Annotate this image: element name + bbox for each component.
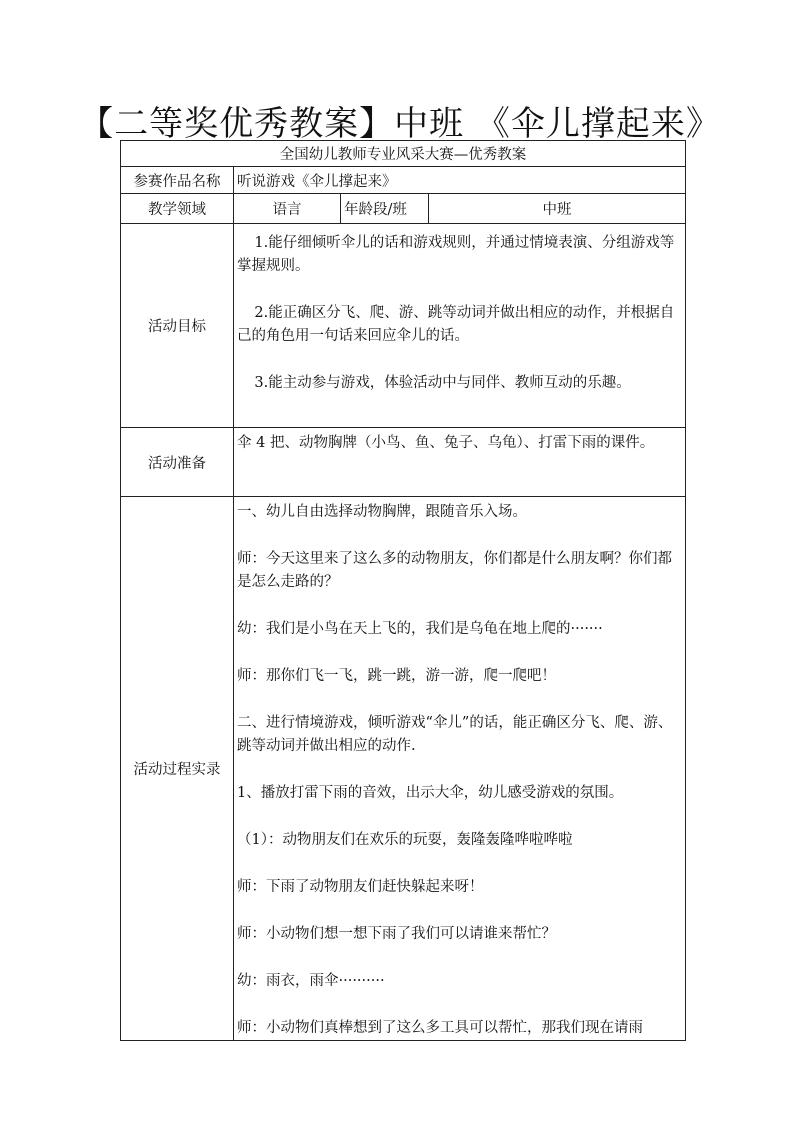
prep-text: 伞 4 把、动物胸牌（小鸟、鱼、兔子、乌龟）、打雷下雨的课件。	[237, 435, 655, 451]
prep-row	[121, 428, 686, 497]
lesson-plan-table	[120, 140, 686, 1041]
entry-label: 参赛作品名称	[121, 167, 234, 194]
process-label: 活动过程实录	[121, 497, 234, 1041]
age-value: 中班	[429, 194, 686, 224]
process-row	[121, 497, 686, 1041]
goals-label: 活动目标	[121, 224, 234, 428]
process-line: 一、幼儿自由选择动物胸牌，跟随音乐入场。	[237, 504, 527, 520]
process-line: （1）：动物朋友们在欢乐的玩耍，轰隆轰隆哗啦哗啦	[237, 832, 573, 848]
process-line: 师：下雨了动物朋友们赶快躲起来呀！	[237, 879, 484, 895]
process-line: 师：那你们飞一飞，跳一跳，游一游，爬一爬吧！	[237, 668, 556, 684]
table-header-row	[121, 141, 686, 167]
process-line: 幼：我们是小鸟在天上飞的，我们是乌龟在地上爬的·······	[237, 621, 603, 637]
age-label: 年龄段/班	[341, 194, 429, 224]
prep-label: 活动准备	[121, 428, 234, 497]
domain-row	[121, 194, 686, 224]
page-title: 【二等奖优秀教案】中班 《伞儿撑起来》	[79, 104, 721, 144]
goals-cell	[234, 224, 686, 428]
process-line: 师：小动物们想一想下雨了我们可以请谁来帮忙？	[237, 926, 556, 942]
prep-value	[234, 428, 686, 497]
entry-value: 听说游戏《伞儿撑起来》	[234, 167, 686, 194]
goal-item: 1.能仔细倾听伞儿的话和游戏规则，并通过情境表演、分组游戏等掌握规则。	[237, 235, 675, 274]
process-line: 二、进行情境游戏，倾听游戏“伞儿”的话，能正确区分飞、爬、游、跳等动词并做出相应的动作.	[237, 715, 673, 754]
process-line: 师：小动物们真棒想到了这么多工具可以帮忙，那我们现在请雨	[237, 1020, 643, 1036]
goals-row	[121, 224, 686, 428]
domain-label: 教学领域	[121, 194, 234, 224]
process-line: 幼：雨衣，雨伞··········	[237, 973, 385, 989]
goal-item: 2.能正确区分飞、爬、游、跳等动词并做出相应的动作，并根据自己的角色用一句话来回应伞儿的话。	[237, 305, 675, 344]
goal-item: 3.能主动参与游戏，体验活动中与同伴、教师互动的乐趣。	[254, 375, 631, 391]
entry-row	[121, 167, 686, 194]
domain-value: 语言	[234, 194, 341, 224]
process-line: 1、播放打雷下雨的音效，出示大伞，幼儿感受游戏的氛围。	[237, 785, 624, 801]
table-header: 全国幼儿教师专业风采大赛—优秀教案	[121, 141, 686, 167]
process-line: 师：今天这里来了这么多的动物朋友，你们都是什么朋友啊？你们都是怎么走路的？	[237, 551, 672, 590]
process-cell	[234, 497, 686, 1041]
